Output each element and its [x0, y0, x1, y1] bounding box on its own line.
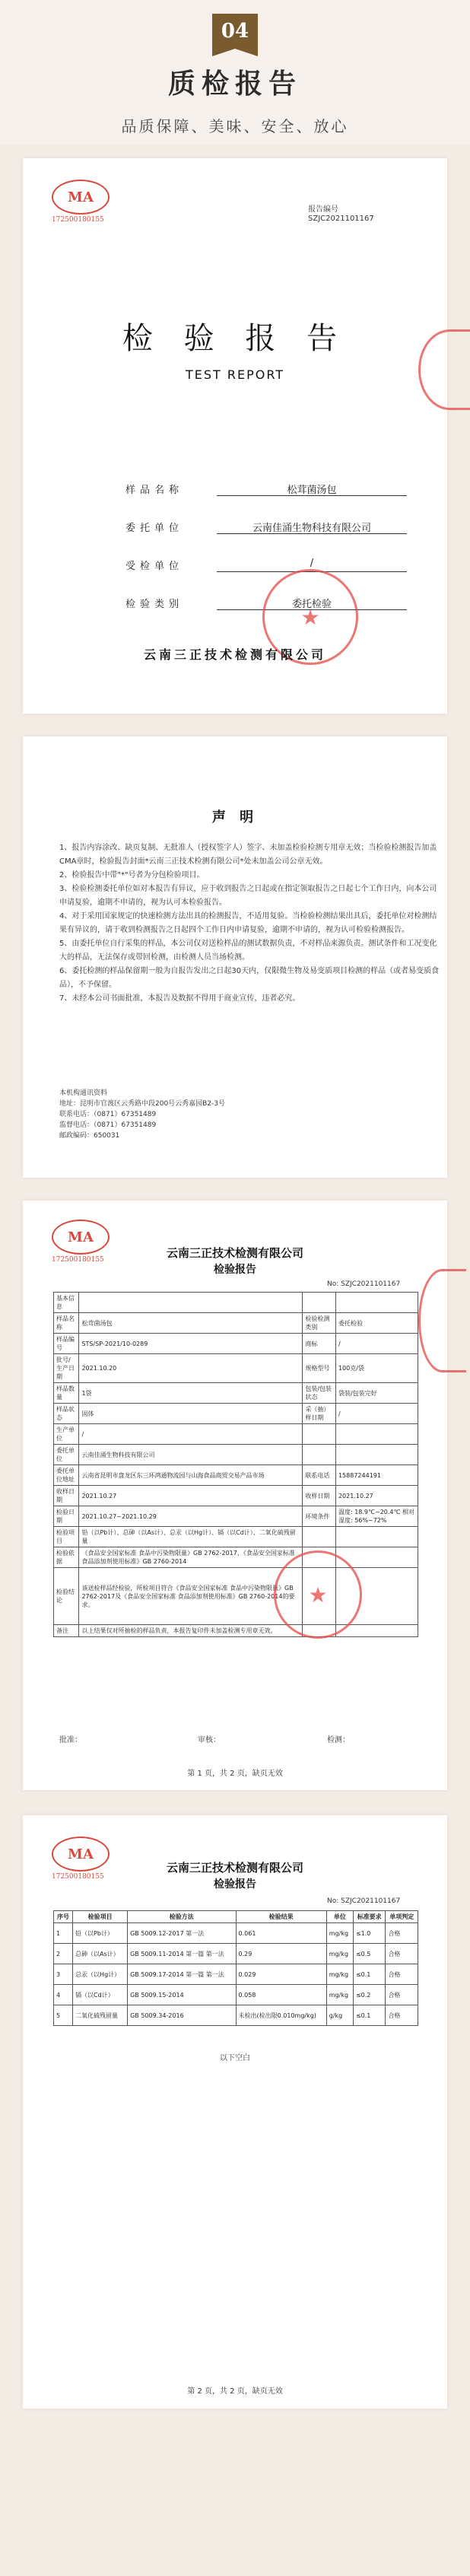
table-cell: 备注	[54, 1625, 79, 1637]
blank-below-note: 以下空白	[220, 2054, 250, 2062]
table-cell: 总汞（以Hg计）	[73, 1964, 128, 1985]
table-cell: 温度: 18.9℃~20.4℃ 相对湿度: 56%~72%	[335, 1506, 418, 1527]
table-cell: 1袋	[79, 1383, 303, 1404]
report-page-2	[23, 1815, 447, 2409]
table-cell: 《食品安全国家标准 食品中污染物限量》GB 2762-2017、《食品安全国家标准 食品添加剂使用标准》GB 2760-2014	[79, 1547, 303, 1568]
table-row	[54, 1313, 418, 1334]
table-cell: 商标	[303, 1334, 336, 1354]
table-cell: 15887244191	[335, 1465, 418, 1486]
table-cell: 样品状态	[54, 1404, 79, 1424]
table-row	[54, 1547, 418, 1568]
table-row	[54, 1404, 418, 1424]
page-footer: 第 1 页，共 2 页，缺页无效	[187, 1770, 283, 1778]
table-cell: GB 5009.15-2014	[128, 1985, 236, 2005]
company-name: 云南三正技术检测有限公司	[166, 1246, 303, 1260]
contact-info: 本机构通讯资料 地址：昆明市官渡区云秀路中段200号云秀嘉园B2-3号 联系电话：（0871）67351489 监督电话：（0871）67351489 邮政编码：650031	[59, 1089, 226, 1140]
table-cell: 合格	[386, 1944, 418, 1964]
table-cell: 收样日期	[54, 1486, 79, 1506]
table-cell: 合格	[386, 1985, 418, 2005]
column-header: 检验方法	[128, 1911, 236, 1923]
table-cell: 0.029	[236, 1964, 326, 1985]
table-cell: /	[335, 1404, 418, 1424]
table-row	[54, 1964, 418, 1985]
table-row	[54, 1625, 418, 1637]
report-number-label: 报告编号	[308, 205, 338, 214]
table-header-row	[54, 1911, 418, 1923]
table-cell: 合格	[386, 1923, 418, 1944]
declaration-page	[23, 736, 447, 1178]
table-cell: 联系电话	[303, 1465, 336, 1486]
table-cell: mg/kg	[326, 1923, 353, 1944]
table-row	[54, 1923, 418, 1944]
table-cell: 该送检样品经检验，所检项目符合《食品安全国家标准 食品中污染物限量》GB 2762-2017及《食品安全国家标准 食品添加剂使用标准》GB 2760-2014的要求。	[79, 1568, 303, 1625]
table-row	[54, 1486, 418, 1506]
table-cell: 检验项目	[54, 1527, 79, 1547]
section-subtitle: 品质保障、美味、安全、放心	[121, 117, 349, 135]
table-cell: 2021.10.27	[335, 1486, 418, 1506]
sample-info-table	[53, 1292, 418, 1637]
table-cell: 规格型号	[303, 1354, 336, 1383]
table-cell: STS/SP-2021/10-0289	[79, 1334, 303, 1354]
table-cell	[335, 1293, 418, 1313]
table-cell: 委托单位地址	[54, 1465, 79, 1486]
column-header: 检验结果	[236, 1911, 326, 1923]
table-cell	[303, 1445, 336, 1465]
edge-seal	[418, 329, 470, 410]
table-cell: 收样日期	[303, 1486, 336, 1506]
table-cell: GB 5009.11-2014 第一篇 第一法	[128, 1944, 236, 1964]
table-cell: 0.058	[236, 1985, 326, 2005]
table-cell: 0.061	[236, 1923, 326, 1944]
report-number: No: SZJC2021101167	[327, 1280, 401, 1288]
field-sample-name: 样品名称 松茸菌汤包	[125, 482, 407, 496]
table-row	[54, 2005, 418, 2026]
table-cell: 基本信息	[54, 1293, 79, 1313]
inspection-seal: ★	[274, 1550, 362, 1639]
table-cell	[303, 1293, 336, 1313]
table-cell: 1	[54, 1923, 73, 1944]
column-header: 序号	[54, 1911, 73, 1923]
column-header: 检验项目	[73, 1911, 128, 1923]
table-cell	[335, 1424, 418, 1445]
table-cell: /	[79, 1424, 303, 1445]
table-row	[54, 1506, 418, 1527]
column-header: 单位	[326, 1911, 353, 1923]
company-seal: ★	[262, 569, 358, 665]
table-cell: 委托单位	[54, 1445, 79, 1465]
table-cell: 2021.10.20	[79, 1354, 303, 1383]
table-row	[54, 1334, 418, 1354]
table-row	[54, 1383, 418, 1404]
table-cell: ≤0.2	[353, 1985, 386, 2005]
report-title-en: TEST REPORT	[185, 367, 285, 382]
table-cell: mg/kg	[326, 1964, 353, 1985]
header-banner	[0, 0, 470, 145]
table-cell: 合格	[386, 1964, 418, 1985]
table-cell: 铅（以Pb计）、总砷（以As计）、总汞（以Hg计）、镉（以Cd计）、二氧化硫残留量	[79, 1527, 303, 1547]
reviewer-label: 审核：	[198, 1736, 221, 1744]
table-cell: 检验结论	[54, 1568, 79, 1625]
field-inspected-unit: 受检单位 /	[125, 558, 407, 572]
page-footer: 第 2 页，共 2 页，缺页无效	[187, 2387, 283, 2396]
table-cell: 2021.10.27	[79, 1486, 303, 1506]
table-cell	[303, 1527, 336, 1547]
table-cell: 二氧化硫残留量	[73, 2005, 128, 2026]
table-row	[54, 1944, 418, 1964]
table-cell: 5	[54, 2005, 73, 2026]
table-cell: g/kg	[326, 2005, 353, 2026]
table-cell: mg/kg	[326, 1944, 353, 1964]
table-row	[54, 1465, 418, 1486]
table-cell: 松茸菌汤包	[79, 1313, 303, 1334]
table-cell: 2	[54, 1944, 73, 1964]
table-row	[54, 1293, 418, 1313]
section-number-badge: 04	[212, 14, 258, 49]
cma-logo: MA 172500180155	[52, 1837, 110, 1881]
declaration-text: 1、报告内容涂改、缺页复制、无批准人（授权签字人）签字、未加盖检验检测专用章无效；当检验检测报告加盖CMA章时，检验报告封面*云南三正技术检测有限公司*处未加盖公司公章无效。 2、检验报告中带"*"号者为分包检验项目。 3、检验检测委托单位如对本报告有异议，应于收到报告之日起或在指定领取报告之日起七个工作日内，向本公司申请复验，逾期不申请的，视为认可本检验报告。 4、对于采用国家规定的快速检测方法出具的检测报告，不适用复验。当检验检测结果出具后，委托单位对检测结果有异议的，请于收到检测报告之日起四个工作日内申请复验，逾期不申请的，视为认可检验检测报告。 5、由委托单位自行采集的样品，本公司仅对送检样品的测试数据负责，不对样品来源负责。测试条件和工况变化大的样品，无法保存或带回检测，由检测人员当场检测。 6、委托检测的样品保留期一般为自报告发出之日起30天内，仅限微生物及易变质项目检测的样品（或者易变质食品），不予保留。 7、未经本公司书面批准，本报告及数据不得用于商业宣传，违者必究。	[59, 844, 440, 1003]
column-header: 标准要求	[353, 1911, 386, 1923]
table-cell: ≤1.0	[353, 1923, 386, 1944]
report-title: 检验报告	[214, 1878, 256, 1891]
table-cell: 未检出(检出限0.010mg/kg)	[236, 2005, 326, 2026]
table-row	[54, 1985, 418, 2005]
table-cell: 0.29	[236, 1944, 326, 1964]
table-cell: 样品名称	[54, 1313, 79, 1334]
table-cell: ≤0.5	[353, 1944, 386, 1964]
table-cell: GB 5009.34-2016	[128, 2005, 236, 2026]
table-cell: 云南省昆明市盘龙区东三环鸿通物流园与山海食品商贸交易产品市场	[79, 1465, 303, 1486]
cma-logo: MA 172500180155	[52, 1220, 110, 1264]
table-cell: 2021.10.27~2021.10.29	[79, 1506, 303, 1527]
table-cell: 包装/包装状态	[303, 1383, 336, 1404]
report-title-cn: 检 验 报 告	[122, 321, 348, 356]
table-cell: 合格	[386, 2005, 418, 2026]
table-cell: 检验依据	[54, 1547, 79, 1568]
table-row	[54, 1424, 418, 1445]
table-cell: 环境条件	[303, 1506, 336, 1527]
table-cell: 镉（以Cd计）	[73, 1985, 128, 2005]
table-cell: 采（抽）样日期	[303, 1404, 336, 1424]
table-cell: 样品数量	[54, 1383, 79, 1404]
table-cell: 云南佳涌生物科技有限公司	[79, 1445, 303, 1465]
table-cell: ≤0.1	[353, 2005, 386, 2026]
table-cell: 检验日期	[54, 1506, 79, 1527]
table-row	[54, 1445, 418, 1465]
field-client: 委托单位 云南佳涌生物科技有限公司	[125, 520, 407, 534]
table-cell: /	[335, 1334, 418, 1354]
table-cell: GB 5009.12-2017 第一法	[128, 1923, 236, 1944]
table-cell: 样品编号	[54, 1334, 79, 1354]
table-row	[54, 1568, 418, 1625]
table-cell: GB 5009.17-2014 第一篇 第一法	[128, 1964, 236, 1985]
table-cell: 固体	[79, 1404, 303, 1424]
tester-label: 检测：	[327, 1736, 350, 1744]
table-cell: 检验检测类别	[303, 1313, 336, 1334]
approver-label: 批准：	[59, 1736, 82, 1744]
report-cover-page	[23, 158, 447, 714]
table-cell: 以上结果仅对所抽检的样品负责，本报告复印件未加盖检测专用章无效。	[79, 1625, 303, 1637]
test-results-table	[53, 1910, 418, 2026]
table-cell	[303, 1424, 336, 1445]
table-row	[54, 1354, 418, 1383]
table-cell	[335, 1445, 418, 1465]
table-cell	[335, 1527, 418, 1547]
table-row	[54, 1527, 418, 1547]
table-cell: ≤0.1	[353, 1964, 386, 1985]
column-header: 单项判定	[386, 1911, 418, 1923]
section-title: 质检报告	[167, 68, 302, 100]
report-number: SZJC2021101167	[308, 215, 374, 223]
company-name: 云南三正技术检测有限公司	[166, 1861, 303, 1875]
table-cell: 委托检验	[335, 1313, 418, 1334]
table-cell: 生产单位	[54, 1424, 79, 1445]
table-cell: 3	[54, 1964, 73, 1985]
field-inspection-type: 检验类别 委托检验	[125, 596, 407, 610]
table-cell: 铅（以Pb计）	[73, 1923, 128, 1944]
table-cell: 总砷（以As计）	[73, 1944, 128, 1964]
table-cell: 100克/袋	[335, 1354, 418, 1383]
report-title: 检验报告	[214, 1264, 256, 1276]
company-name: 云南三正技术检测有限公司	[143, 647, 326, 662]
edge-seal	[418, 1269, 466, 1372]
report-page-1	[23, 1201, 447, 1790]
table-cell: 4	[54, 1985, 73, 2005]
cma-logo: MA 172500180155	[52, 180, 110, 224]
report-number: No: SZJC2021101167	[327, 1897, 401, 1905]
table-cell: 袋装/包装完好	[335, 1383, 418, 1404]
table-cell: mg/kg	[326, 1985, 353, 2005]
declaration-title: 声 明	[211, 809, 259, 825]
table-cell	[79, 1293, 303, 1313]
table-cell: 批号/生产日期	[54, 1354, 79, 1383]
